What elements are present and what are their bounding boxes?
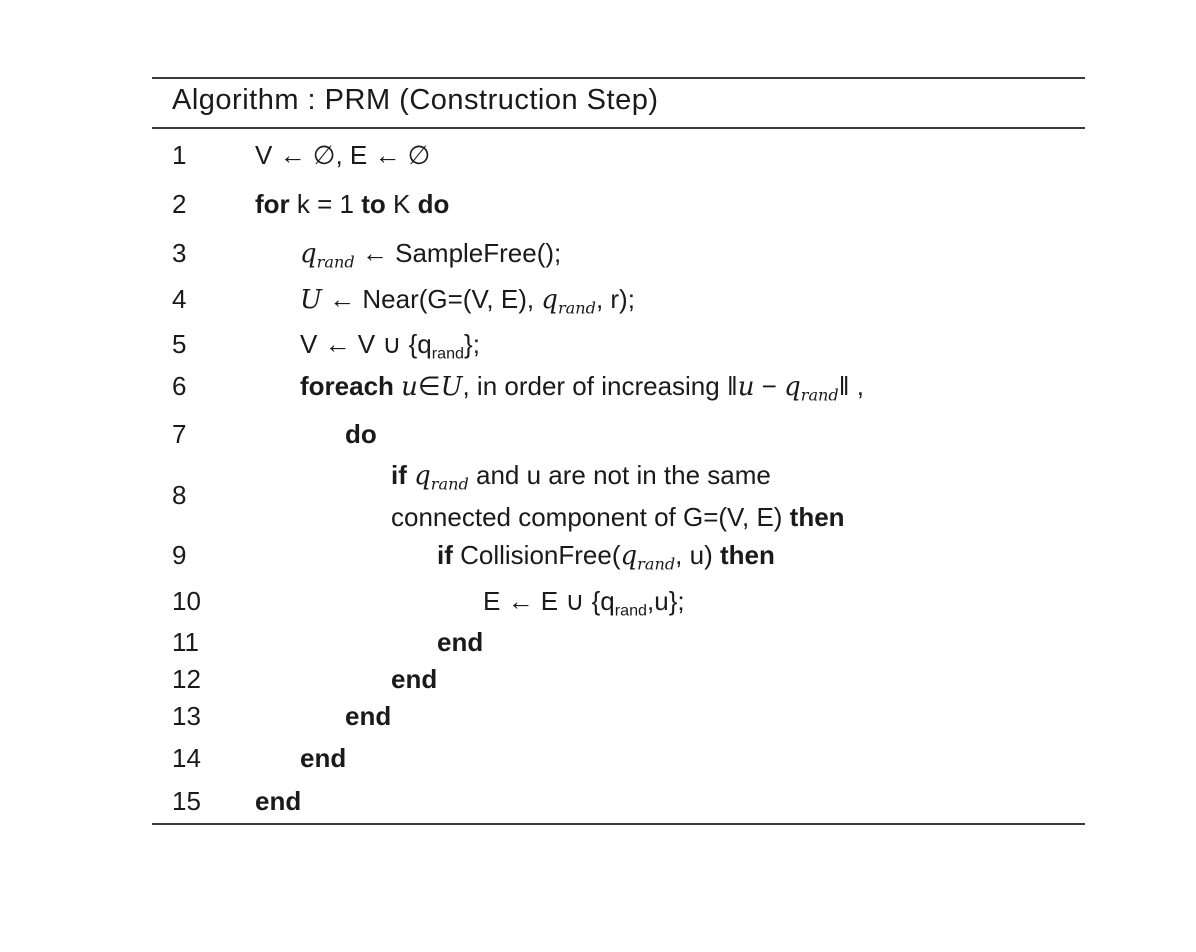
- code-line: [345, 419, 377, 450]
- code-token: };: [464, 329, 480, 359]
- keyword: end: [345, 701, 392, 731]
- code-token: E ← E ∪ {q: [483, 586, 615, 616]
- keyword: end: [437, 627, 484, 657]
- subscript: rand: [316, 252, 355, 272]
- code-line: [345, 701, 391, 732]
- keyword: foreach: [300, 371, 394, 401]
- keyword: to: [361, 189, 386, 219]
- code-token: ∈: [417, 371, 441, 401]
- subscript: rand: [614, 601, 648, 620]
- code-token: ← SampleFree();: [354, 238, 562, 268]
- line-number: 11: [172, 627, 199, 657]
- line-number: 10: [172, 586, 201, 616]
- line-number: 1: [172, 140, 187, 170]
- keyword: if: [437, 540, 453, 570]
- code-token: connected component of G=(V, E): [391, 502, 790, 532]
- line-number: 6: [172, 371, 187, 401]
- keyword: end: [255, 786, 302, 816]
- algorithm-title: Algorithm : PRM (Construction Step): [172, 84, 659, 116]
- code-token: , u): [675, 540, 720, 570]
- code-line: [255, 189, 449, 220]
- line-number: 15: [172, 786, 201, 816]
- subscript: rand: [800, 385, 839, 405]
- code-token: and u are not in the same: [468, 460, 771, 490]
- code-token: q: [414, 461, 431, 491]
- code-token: q: [784, 372, 801, 402]
- keyword: do: [417, 189, 450, 219]
- line-number: 3: [172, 238, 187, 268]
- code-line: [391, 664, 437, 695]
- code-token: U: [300, 285, 322, 315]
- keyword: then: [719, 540, 775, 570]
- code-token: −: [754, 371, 785, 401]
- code-token: K: [385, 189, 418, 219]
- code-token: V ← ∅, E ← ∅: [255, 140, 431, 170]
- line-number: 4: [172, 284, 187, 314]
- code-token: ,u};: [647, 586, 685, 616]
- line-number: 12: [172, 664, 201, 694]
- keyword: then: [789, 502, 845, 532]
- code-token: u: [401, 372, 418, 402]
- line-number: 9: [172, 540, 187, 570]
- keyword: end: [300, 743, 347, 773]
- subscript: rand: [557, 298, 596, 318]
- code-token: u: [737, 372, 755, 402]
- subscript: rand: [430, 474, 469, 494]
- keyword: for: [255, 189, 290, 219]
- code-token: q: [541, 285, 558, 315]
- line-number: 5: [172, 329, 187, 359]
- code-line: [300, 238, 562, 272]
- bottom-rule: [152, 823, 1085, 825]
- line-number: 8: [172, 480, 187, 510]
- code-line: [300, 284, 635, 318]
- code-token: U: [440, 372, 463, 402]
- code-line: [255, 786, 301, 817]
- code-line: [391, 502, 845, 533]
- code-line: [483, 586, 685, 620]
- code-line: [300, 743, 346, 774]
- code-line: [437, 540, 775, 574]
- code-line: [300, 329, 480, 363]
- code-line: [255, 140, 430, 171]
- code-token: , in order of increasing ‖: [462, 371, 738, 401]
- subscript: rand: [637, 554, 676, 574]
- code-token: k = 1: [289, 189, 362, 219]
- code-line: [300, 371, 864, 405]
- code-token: q: [300, 239, 317, 269]
- top-rule: [152, 77, 1085, 79]
- keyword: end: [391, 664, 438, 694]
- code-line: [391, 460, 771, 494]
- code-line: [437, 627, 483, 658]
- keyword: if: [391, 460, 407, 490]
- header-rule: [152, 127, 1085, 129]
- line-number: 7: [172, 419, 187, 449]
- subscript: rand: [431, 344, 465, 363]
- code-token: V ← V ∪ {q: [300, 329, 432, 359]
- code-token: CollisionFree(: [452, 540, 621, 570]
- code-token: q: [620, 541, 638, 571]
- line-number: 13: [172, 701, 201, 731]
- code-token: ‖ ,: [838, 371, 864, 401]
- code-token: , r);: [595, 284, 635, 314]
- line-number: 14: [172, 743, 201, 773]
- keyword: do: [345, 419, 377, 449]
- line-number: 2: [172, 189, 187, 219]
- code-token: ← Near(G=(V, E),: [321, 284, 542, 314]
